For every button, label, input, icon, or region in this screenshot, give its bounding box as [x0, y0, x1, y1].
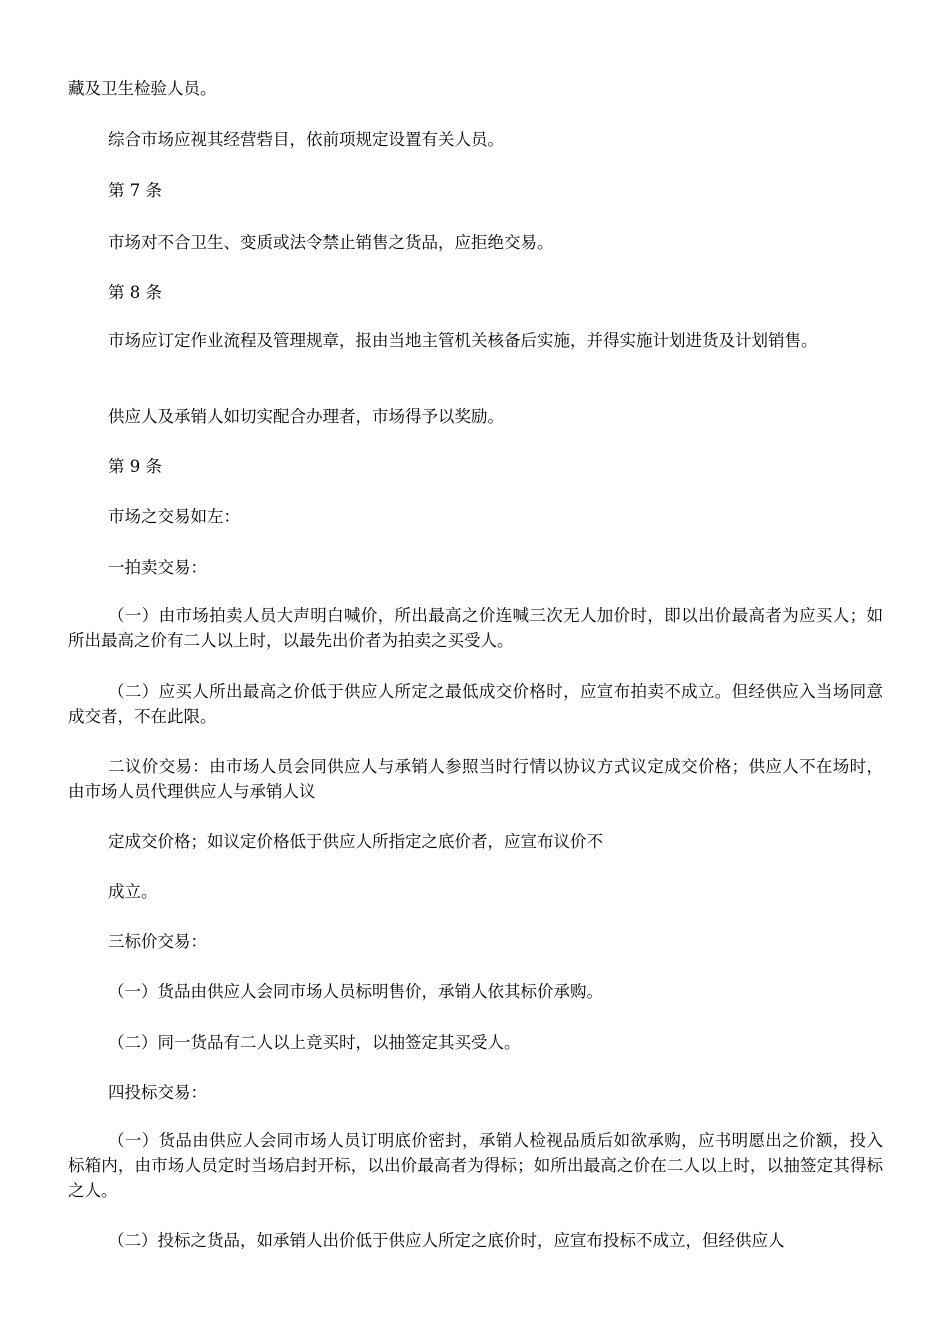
paragraph-bidding-1: （一）货品由供应人会同市场人员订明底价密封，承销人检视品质后如欲承购，应书明愿出之价额，投入标箱内，由市场人员定时当场启封开标，以出价最高者为得标；如所出最高之价在二人以上时，以抽签定其得标之人。	[68, 1131, 883, 1200]
paragraph-negotiation: 二议价交易：由市场人员会同供应人与承销人参照当时行情以协议方式议定成交价格；供应人不在场时，由市场人员代理供应人与承销人议	[68, 757, 883, 801]
paragraph-auction-2: （二）应买人所出最高之价低于供应人所定之最低成交价格时，应宣布拍卖不成立。但经供应入当场同意成交者，不在此限。	[68, 682, 883, 726]
article-heading-9: 第 9 条	[108, 457, 162, 476]
paragraph-bidding-2: （二）投标之货品，如承销人出价低于供应人所定之底价时，应宣布投标不成立，但经供应人	[108, 1231, 785, 1250]
section-heading-labeled-price: 三标价交易：	[108, 932, 207, 951]
paragraph-labeled-2: （二）同一货品有二人以上竞买时，以抽签定其买受人。	[108, 1033, 521, 1052]
paragraph-auction-1: （一）由市场拍卖人员大声明白喊价，所出最高之价连喊三次无人加价时，即以出价最高者为应买人；如所出最高之价有二人以上时，以最先出价者为拍卖之买受人。	[68, 606, 883, 650]
paragraph-negotiation-cont-1: 定成交价格；如议定价格低于供应人所指定之底价者，应宣布议价不	[108, 832, 603, 851]
article-heading-7: 第 7 条	[108, 181, 162, 200]
paragraph-4: 市场应订定作业流程及管理规章，报由当地主管机关核备后实施，并得实施计划进货及计划销售。	[108, 331, 818, 350]
paragraph-2: 综合市场应视其经营砦目，依前项规定设置有关人员。	[108, 130, 504, 149]
section-heading-bidding: 四投标交易：	[108, 1083, 207, 1102]
paragraph-negotiation-cont-2: 成立。	[108, 882, 158, 901]
article-heading-8: 第 8 条	[108, 283, 162, 302]
section-heading-auction: 一拍卖交易：	[108, 558, 207, 577]
paragraph-5: 供应人及承销人如切实配合办理者，市场得予以奖励。	[108, 407, 504, 426]
paragraph-3: 市场对不合卫生、变质或法令禁止销售之货品，应拒绝交易。	[108, 233, 554, 252]
paragraph-6: 市场之交易如左：	[108, 507, 240, 526]
paragraph-1: 藏及卫生检验人员。	[68, 79, 217, 98]
paragraph-labeled-1: （一）货品由供应人会同市场人员标明售价，承销人依其标价承购。	[108, 982, 603, 1001]
